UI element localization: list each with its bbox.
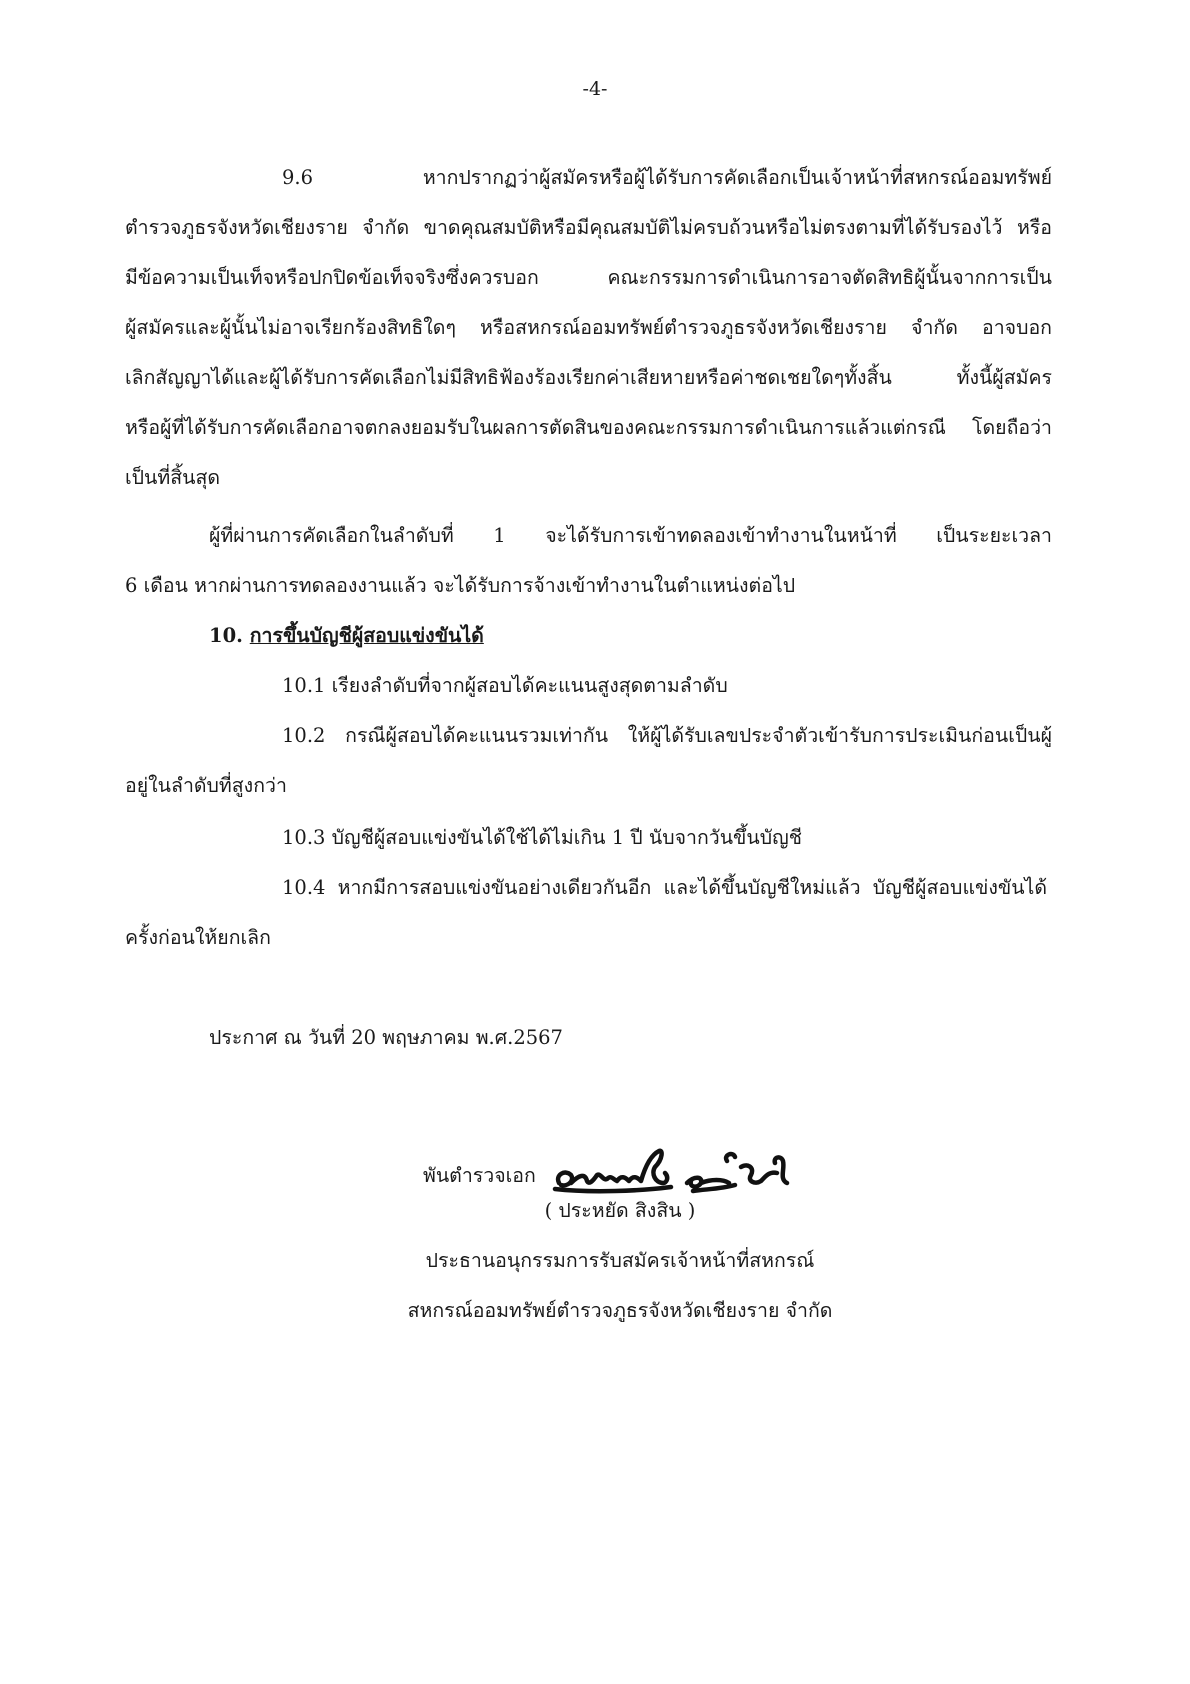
section-10-number: 10. xyxy=(209,624,243,647)
announcement-date: ประกาศ ณ วันที่ 20 พฤษภาคม พ.ศ.2567 xyxy=(209,1026,563,1049)
section-9-6-line-3: มีข้อความเป็นเท็จหรือปกปิดข้อเท็จจริงซึ่งควรบอก คณะกรรมการดำเนินการอาจตัดสิทธิผู้นั้นจากการเป็น xyxy=(125,266,1052,289)
section-9-6-line-4: ผู้สมัครและผู้นั้นไม่อาจเรียกร้องสิทธิใดๆ หรือสหกรณ์ออมทรัพย์ตำรวจภูธรจังหวัดเชียงราย จำกัด อาจบอก xyxy=(125,316,1052,339)
probation-line-2: 6 เดือน หากผ่านการทดลองงานแล้ว จะได้รับการจ้างเข้าทำงานในตำแหน่งต่อไป xyxy=(125,574,796,597)
section-10-item-4-line-2: ครั้งก่อนให้ยกเลิก xyxy=(125,926,271,949)
section-10-item-4-line-1: 10.4 หากมีการสอบแข่งขันอย่างเดียวกันอีก และได้ขึ้นบัญชีใหม่แล้ว บัญชีผู้สอบแข่งขันได้ xyxy=(282,876,1047,899)
page-number: -4- xyxy=(582,78,608,100)
section-9-6-line-2: ตำรวจภูธรจังหวัดเชียงราย จำกัด ขาดคุณสมบัติหรือมีคุณสมบัติไม่ครบถ้วนหรือไม่ตรงตามที่ได้รับรองไว้ หรือ xyxy=(125,216,1052,239)
section-10-item-2-line-1: 10.2 กรณีผู้สอบได้คะแนนรวมเท่ากัน ให้ผู้ได้รับเลขประจำตัวเข้ารับการประเมินก่อนเป็นผู้ xyxy=(282,724,1052,747)
section-10-item-2-line-2: อยู่ในลำดับที่สูงกว่า xyxy=(125,774,287,797)
section-9-6-line-6: หรือผู้ที่ได้รับการคัดเลือกอาจตกลงยอมรับในผลการตัดสินของคณะกรรมการดำเนินการแล้วแต่กรณี โดยถือว่า xyxy=(125,416,1052,439)
signer-rank: พันตำรวจเอก xyxy=(423,1164,536,1187)
section-10-heading xyxy=(209,624,484,647)
section-9-6-line-1: 9.6 หากปรากฏว่าผู้สมัครหรือผู้ได้รับการคัดเลือกเป็นเจ้าหน้าที่สหกรณ์ออมทรัพย์ xyxy=(282,166,1052,189)
section-10-item-1: 10.1 เรียงลำดับที่จากผู้สอบได้คะแนนสูงสุดตามลำดับ xyxy=(282,674,728,697)
probation-line-1: ผู้ที่ผ่านการคัดเลือกในลำดับที่ 1 จะได้รับการเข้าทดลองเข้าทำงานในหน้าที่ เป็นระยะเวลา xyxy=(209,524,1052,547)
section-10-title: การขึ้นบัญชีผู้สอบแข่งขันได้ xyxy=(249,624,484,647)
section-9-6-line-7: เป็นที่สิ้นสุด xyxy=(125,466,221,489)
section-10-item-3: 10.3 บัญชีผู้สอบแข่งขันได้ใช้ได้ไม่เกิน 1 ปี นับจากวันขึ้นบัญชี xyxy=(282,826,802,849)
signer-position: ประธานอนุกรรมการรับสมัครเจ้าหน้าที่สหกรณ์ xyxy=(425,1249,815,1272)
signer-name: ( ประหยัด สิงสิน ) xyxy=(544,1199,696,1222)
section-9-6-line-5: เลิกสัญญาได้และผู้ได้รับการคัดเลือกไม่มีสิทธิฟ้องร้องเรียกค่าเสียหายหรือค่าชดเชยใดๆทั้งสิ้น ทั้งนี้ผู้สมัคร xyxy=(125,366,1052,389)
signer-organization: สหกรณ์ออมทรัพย์ตำรวจภูธรจังหวัดเชียงราย จำกัด xyxy=(407,1299,833,1322)
